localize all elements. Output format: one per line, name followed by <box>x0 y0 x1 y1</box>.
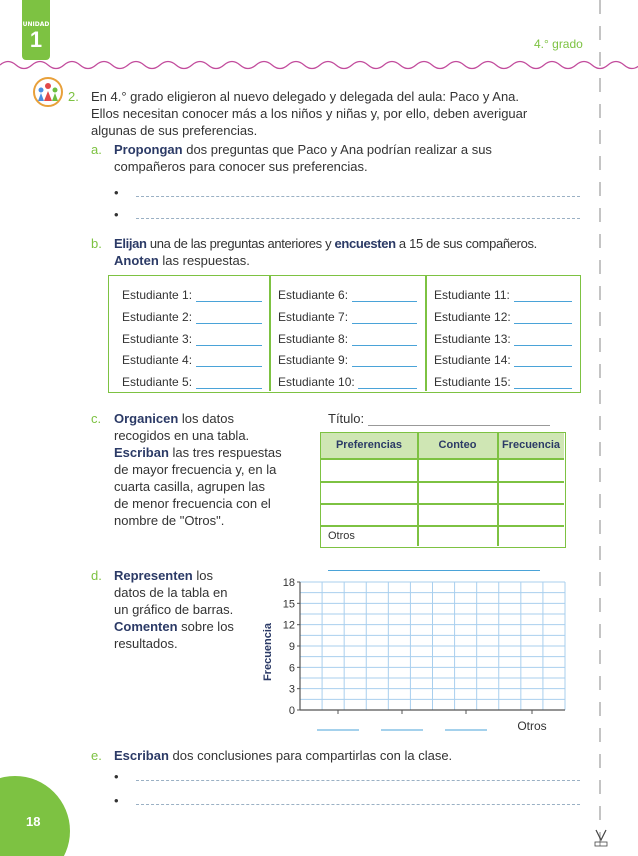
item-a-rest: dos preguntas que Paco y Ana podrían realizar a sus <box>182 142 492 157</box>
student-answer-input[interactable] <box>514 301 572 302</box>
student-answer-input[interactable] <box>514 345 572 346</box>
student-answer-input[interactable] <box>352 323 417 324</box>
student-answer-input[interactable] <box>196 323 262 324</box>
item-b-verb-3: Anoten <box>114 253 159 268</box>
students-col-divider <box>425 276 427 391</box>
row-divider <box>321 525 564 527</box>
grade-label: 4.° grado <box>534 37 583 51</box>
student-label: Estudiante 2: <box>122 310 193 324</box>
y-tick-label: 12 <box>282 619 295 632</box>
students-col-divider <box>269 276 271 391</box>
student-answer-input[interactable] <box>352 345 417 346</box>
bullet: • <box>114 185 119 200</box>
student-answer-input[interactable] <box>196 388 262 389</box>
student-answer-input[interactable] <box>352 366 417 367</box>
student-answer-input[interactable] <box>358 388 417 389</box>
student-answer-input[interactable] <box>514 366 572 367</box>
student-label: Estudiante 10: <box>278 375 355 389</box>
intro-line-1: En 4.° grado eligieron al nuevo delegado y delegada del aula: Paco y Ana. <box>91 89 520 104</box>
item-c-line-5: cuarta casilla, agrupen las <box>114 479 266 494</box>
item-b-line-1 <box>114 235 537 252</box>
unit-label: UNIDAD <box>22 21 50 28</box>
x-category-label: Otros <box>517 719 547 733</box>
item-c-line-3 <box>114 444 282 461</box>
student-answer-input[interactable] <box>196 301 262 302</box>
bullet: • <box>114 793 119 808</box>
student-label: Estudiante 4: <box>122 353 193 367</box>
item-d-letter: d. <box>91 568 102 583</box>
y-tick-label: 18 <box>282 577 295 589</box>
team-work-icon <box>33 77 63 107</box>
student-label: Estudiante 15: <box>434 375 511 389</box>
item-e-verb: Escriban <box>114 748 169 763</box>
header-preferencias: Preferencias <box>335 439 403 451</box>
item-c-verb-1: Organicen <box>114 411 179 426</box>
item-e-line-1 <box>114 747 452 764</box>
answer-line-e1[interactable] <box>136 780 580 781</box>
student-label: Estudiante 3: <box>122 332 193 346</box>
publisher-logo <box>594 828 608 848</box>
page-number: 18 <box>26 814 41 829</box>
y-tick-label: 6 <box>288 662 295 675</box>
item-b-rest-2: las respuestas. <box>158 253 250 268</box>
item-c-rest-3: las tres respuestas <box>168 445 282 460</box>
student-label: Estudiante 9: <box>278 353 349 367</box>
item-d-line-5: resultados. <box>114 636 178 651</box>
right-margin-dashes <box>594 0 606 856</box>
answer-line-a1[interactable] <box>136 196 580 197</box>
header-wave <box>0 58 638 72</box>
intro-line-3: algunas de sus preferencias. <box>91 123 258 138</box>
item-c-rest-1: los datos <box>178 411 234 426</box>
bar-chart <box>255 572 575 742</box>
student-label: Estudiante 11: <box>434 288 510 302</box>
y-tick-label: 9 <box>288 641 295 653</box>
table-title-input[interactable] <box>368 425 550 426</box>
student-label: Estudiante 6: <box>278 288 349 302</box>
item-d-line-1 <box>114 567 213 584</box>
student-answer-input[interactable] <box>196 345 262 346</box>
row-divider <box>321 481 564 483</box>
intro-line-2: Ellos necesitan conocer más a los niños y niñas y, por ello, deben averiguar <box>91 106 528 121</box>
student-label: Estudiante 5: <box>122 375 193 389</box>
y-tick-label: 0 <box>288 705 295 717</box>
student-answer-input[interactable] <box>514 323 572 324</box>
item-d-verb-1: Representen <box>114 568 193 583</box>
y-axis-label: Frecuencia <box>262 622 274 682</box>
bullet: • <box>114 769 119 784</box>
bullet: • <box>114 207 119 222</box>
item-b-line-2 <box>114 252 250 269</box>
item-b-letter: b. <box>91 236 102 251</box>
student-label: Estudiante 8: <box>278 332 349 346</box>
item-b-verb-2: encuesten <box>334 236 396 251</box>
row-divider <box>321 503 564 505</box>
item-d-line-3: un gráfico de barras. <box>114 602 234 617</box>
header-conteo: Conteo <box>438 439 477 451</box>
item-a-letter: a. <box>91 142 102 157</box>
student-answer-input[interactable] <box>196 366 262 367</box>
student-label: Estudiante 1: <box>122 288 193 302</box>
item-b-rest: a 15 de sus compañeros. <box>395 236 537 251</box>
item-d-verb-2: Comenten <box>114 619 178 634</box>
item-c-verb-2: Escriban <box>114 445 169 460</box>
answer-line-a2[interactable] <box>136 218 580 219</box>
item-c-line-2: recogidos en una tabla. <box>114 428 250 443</box>
item-c-letter: c. <box>91 411 102 426</box>
row-divider <box>321 458 564 460</box>
student-answer-input[interactable] <box>352 301 417 302</box>
item-d-rest-1: los <box>192 568 213 583</box>
y-tick-label: 3 <box>288 683 295 696</box>
item-a-line-2: compañeros para conocer sus preferencias. <box>114 159 368 174</box>
item-d-line-2: datos de la tabla en <box>114 585 228 600</box>
activity-number: 2. <box>68 89 79 104</box>
item-c-line-1 <box>114 410 234 427</box>
frequency-table <box>320 432 566 548</box>
student-label: Estudiante 13: <box>434 332 511 346</box>
student-label: Estudiante 7: <box>278 310 349 324</box>
unit-badge <box>22 0 50 60</box>
item-c-line-4: de mayor frecuencia y, en la <box>114 462 277 477</box>
item-e-letter: e. <box>91 748 102 763</box>
item-a-line-1 <box>114 141 492 158</box>
item-e-rest: dos conclusiones para compartirlas con la clase. <box>168 748 453 763</box>
answer-line-e2[interactable] <box>136 804 580 805</box>
item-c-line-7: nombre de "Otros". <box>114 513 225 528</box>
table-title-label: Título: <box>328 411 365 426</box>
item-b-mid: una de las preguntas anteriores y <box>146 236 335 251</box>
student-label: Estudiante 14: <box>434 353 511 367</box>
chart-title-input[interactable] <box>328 570 540 571</box>
item-a-verb: Propongan <box>114 142 183 157</box>
item-b-verb-1: Elijan <box>114 236 147 251</box>
unit-number: 1 <box>29 27 43 52</box>
row-otros-label: Otros <box>328 530 355 542</box>
student-answer-input[interactable] <box>514 388 572 389</box>
header-frecuencia: Frecuencia <box>501 439 561 451</box>
item-d-rest-4: sobre los <box>177 619 234 634</box>
student-label: Estudiante 12: <box>434 310 511 324</box>
item-d-line-4 <box>114 618 234 635</box>
y-tick-label: 15 <box>282 598 295 611</box>
item-c-line-6: de menor frecuencia con el <box>114 496 271 511</box>
